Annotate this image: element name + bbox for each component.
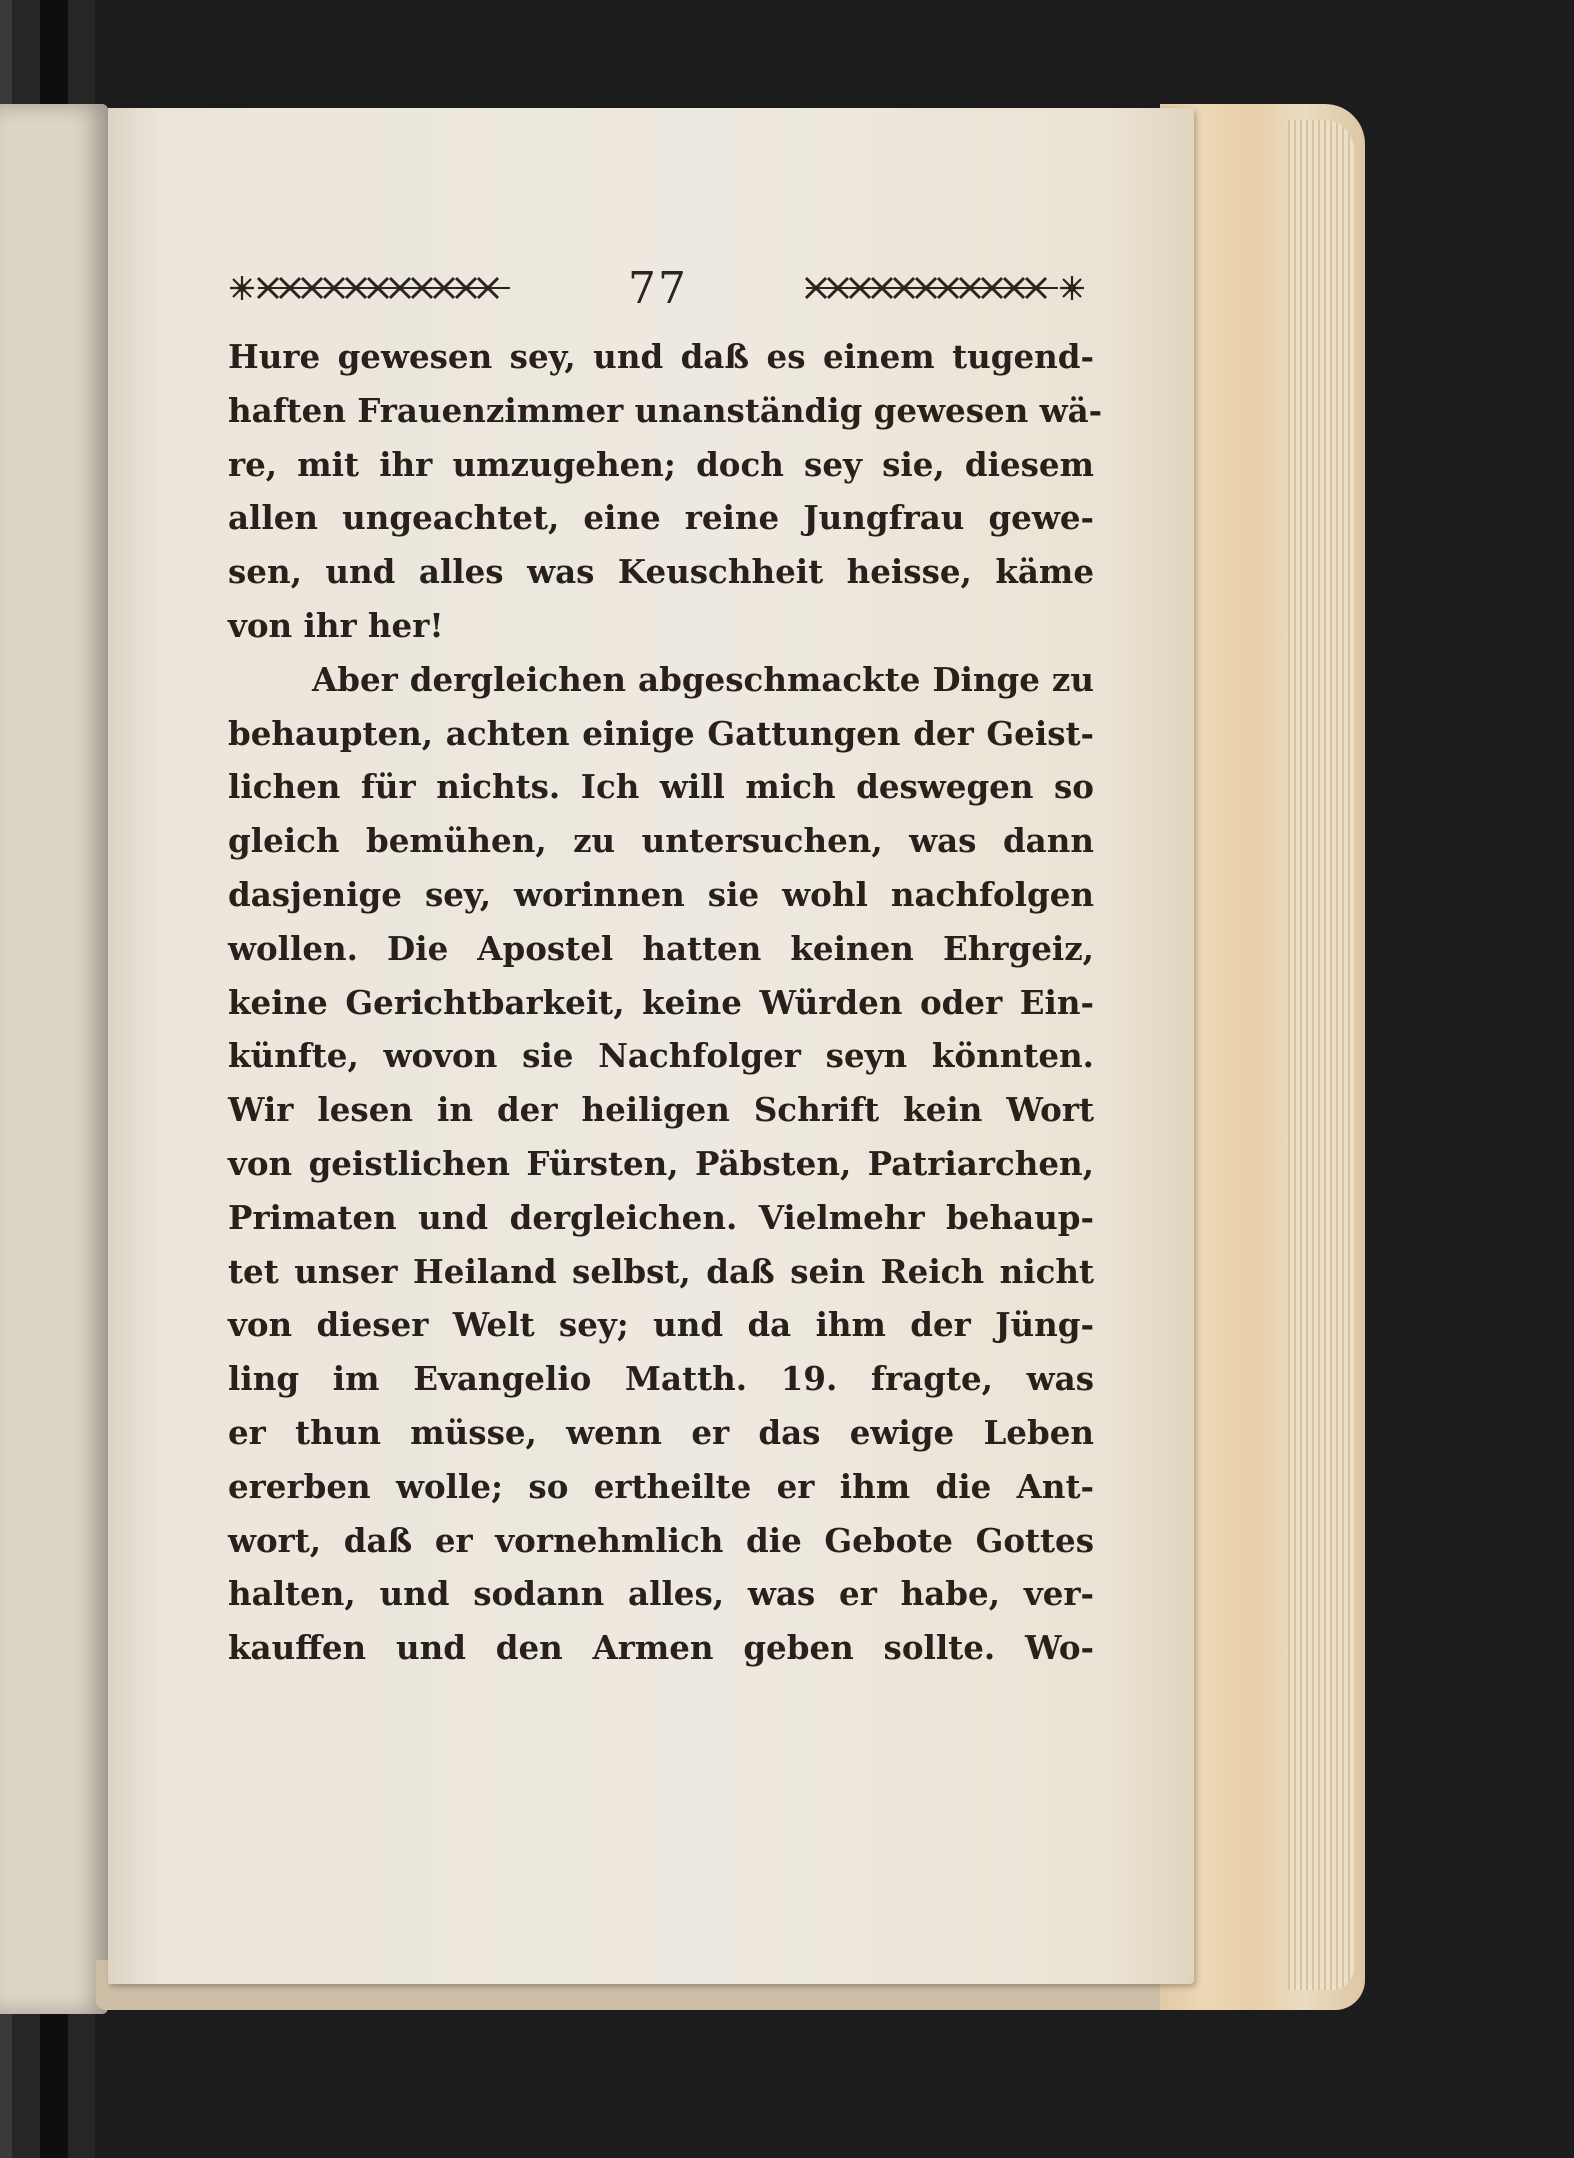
text-line: haften Frauenzimmer unanständig gewesen wä- — [228, 390, 1103, 430]
text-line: re, mit ihr umzugehen; doch sey sie, diesem — [228, 444, 1094, 484]
text-line: keine Gerichtbarkeit, keine Würden oder Ein- — [228, 982, 1094, 1022]
page-body-text — [228, 330, 1103, 1675]
text-line: Wir lesen in der heiligen Schrift kein Wort — [228, 1090, 1094, 1130]
page-number: 77 — [628, 262, 688, 314]
text-line: lichen für nichts. Ich will mich deswegen so — [228, 767, 1094, 807]
previous-page-edge — [0, 104, 108, 2014]
text-line: ling im Evangelio Matth. 19. fragte, was — [228, 1359, 1094, 1399]
header-ornament-right — [802, 274, 1088, 302]
page-edge-layers — [1288, 120, 1354, 1990]
text-line: wollen. Die Apostel hatten keinen Ehrgeiz, — [228, 928, 1094, 968]
text-line: Hure gewesen sey, und daß es einem tugend- — [228, 337, 1094, 376]
header-ornament-left — [228, 274, 514, 302]
text-line: allen ungeachtet, eine reine Jungfrau gewe- — [228, 498, 1094, 538]
text-line: ererben wolle; so ertheilte er ihm die Ant- — [228, 1466, 1094, 1506]
text-line: dasjenige sey, worinnen sie wohl nachfolgen — [228, 874, 1094, 914]
text-line: halten, und sodann alles, was er habe, ver- — [228, 1574, 1094, 1614]
text-line: tet unser Heiland selbst, daß sein Reich nicht — [228, 1251, 1094, 1291]
text-line: er thun müsse, wenn er das ewige Leben — [228, 1412, 1094, 1452]
book-page — [108, 108, 1194, 1984]
text-line: gleich bemühen, zu untersuchen, was dann — [228, 821, 1094, 861]
text-line: von geistlichen Fürsten, Päbsten, Patriarchen, — [228, 1143, 1094, 1183]
ornament-star-icon — [228, 274, 514, 302]
ornament-star-icon — [802, 274, 1088, 302]
text-line: sen, und alles was Keuschheit heisse, käme — [228, 552, 1094, 592]
text-line: kauffen und den Armen geben sollte. Wo- — [228, 1628, 1094, 1668]
text-line: wort, daß er vornehmlich die Gebote Gottes — [228, 1520, 1094, 1560]
text-line: künfte, wovon sie Nachfolger seyn könnten. — [228, 1036, 1094, 1076]
text-line: Aber dergleichen abgeschmackte Dinge zu — [312, 659, 1094, 699]
text-line: behaupten, achten einige Gattungen der Geist- — [228, 713, 1094, 753]
page-header — [228, 258, 1088, 318]
text-line: Primaten und dergleichen. Vielmehr behaup- — [228, 1197, 1094, 1237]
text-line: von ihr her! — [228, 605, 444, 645]
text-line: von dieser Welt sey; und da ihm der Jüng- — [228, 1305, 1094, 1345]
